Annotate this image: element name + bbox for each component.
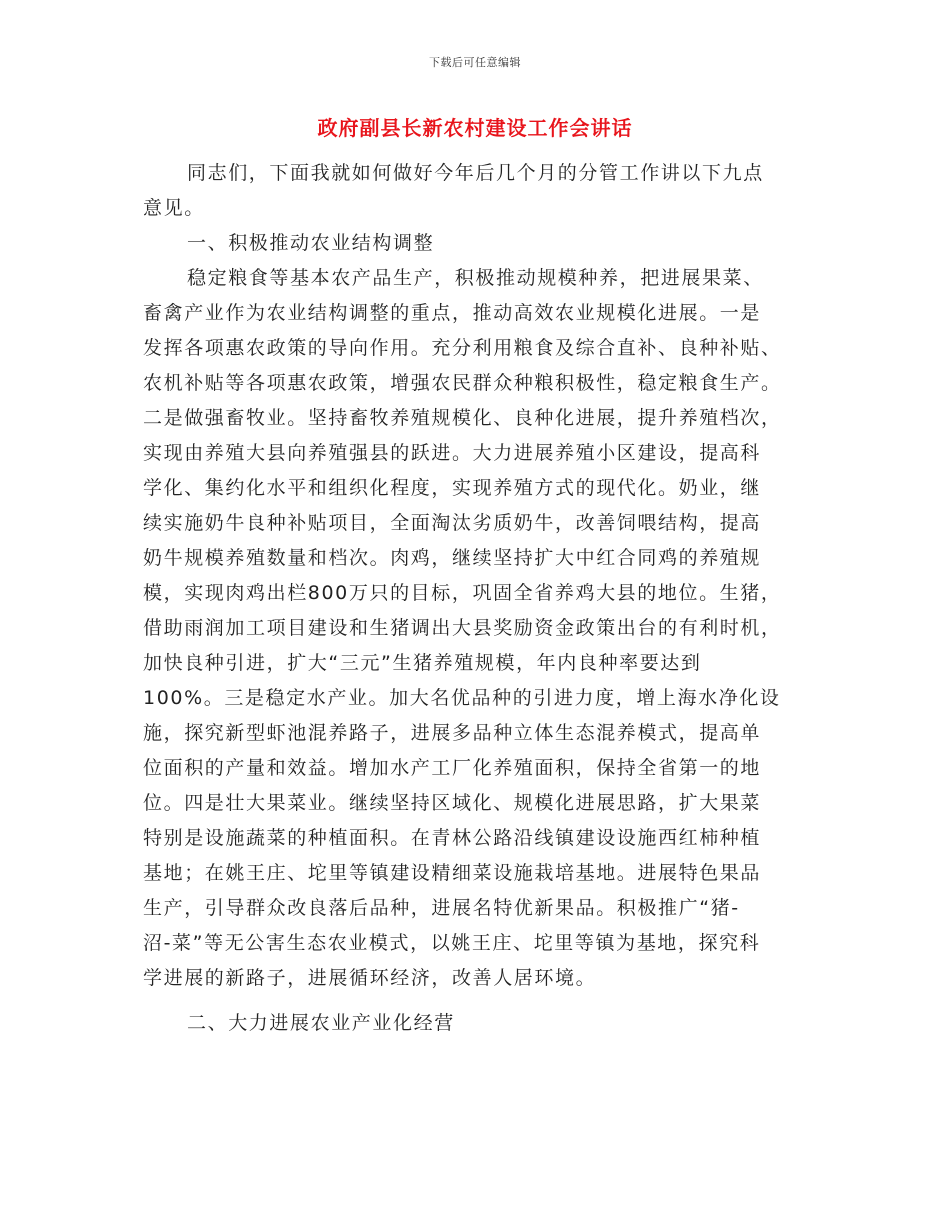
paragraph-line: 意见。 (143, 197, 205, 219)
paragraph-line: 位面积的产量和效益。增加水产工厂化养殖面积，保持全省第一的地 (143, 757, 762, 779)
section-heading: 二、大力进展农业产业化经营 (187, 1012, 455, 1034)
paragraph-line: 稳定粮食等基本农产品生产，积极推动规模种养，把进展果菜、 (187, 267, 764, 289)
paragraph-line: 奶牛规模养殖数量和档次。肉鸡，继续坚持扩大中红合同鸡的养殖规 (143, 547, 762, 569)
document-title: 政府副县长新农村建设工作会讲话 (317, 116, 633, 140)
paragraph-line: 100%。三是稳定水产业。加大名优品种的引进力度，增上海水净化设 (143, 687, 781, 709)
document-body (143, 156, 805, 1041)
paragraph-line: 特别是设施蔬菜的种植面积。在青林公路沿线镇建设设施西红柿种植 (143, 827, 762, 849)
paragraph-line: 农机补贴等各项惠农政策，增强农民群众种粮积极性，稳定粮食生产。 (143, 372, 782, 394)
paragraph-line: 施，探究新型虾池混养路子，进展多品种立体生态混养模式，提高单 (143, 722, 762, 744)
paragraph-line: 发挥各项惠农政策的导向作用。充分利用粮食及综合直补、良种补贴、 (143, 337, 782, 359)
paragraph-line: 学化、集约化水平和组织化程度，实现养殖方式的现代化。奶业，继 (143, 477, 762, 499)
paragraph-line: 模，实现肉鸡出栏800万只的目标，巩固全省养鸡大县的地位。生猪， (143, 582, 782, 604)
paragraph-line: 二是做强畜牧业。坚持畜牧养殖规模化、良种化进展，提升养殖档次， (143, 407, 782, 429)
header-note: 下载后可任意编辑 (429, 56, 521, 69)
paragraph-line: 加快良种引进，扩大“三元”生猪养殖规模，年内良种率要达到 (143, 652, 702, 674)
paragraph-line: 学进展的新路子，进展循环经济，改善人居环境。 (143, 967, 597, 989)
paragraph-line: 借助雨润加工项目建设和生猪调出大县奖励资金政策出台的有利时机， (143, 617, 782, 639)
paragraph-line: 续实施奶牛良种补贴项目，全面淘汰劣质奶牛，改善饲喂结构，提高 (143, 512, 762, 534)
paragraph-line: 实现由养殖大县向养殖强县的跃进。大力进展养殖小区建设，提高科 (143, 442, 762, 464)
paragraph-line: 生产，引导群众改良落后品种，进展名特优新果品。积极推广“猪- (143, 897, 740, 919)
paragraph-line: 沼-菜”等无公害生态农业模式，以姚王庄、坨里等镇为基地，探究科 (143, 932, 761, 954)
paragraph-line: 位。四是壮大果菜业。继续坚持区域化、规模化进展思路，扩大果菜 (143, 792, 762, 814)
section-heading: 一、积极推动农业结构调整 (187, 232, 435, 254)
paragraph-line: 基地；在姚王庄、坨里等镇建设精细菜设施栽培基地。进展特色果品 (143, 862, 762, 884)
paragraph-line: 同志们，下面我就如何做好今年后几个月的分管工作讲以下九点 (187, 162, 764, 184)
paragraph-line: 畜禽产业作为农业结构调整的重点，推动高效农业规模化进展。一是 (143, 302, 762, 324)
